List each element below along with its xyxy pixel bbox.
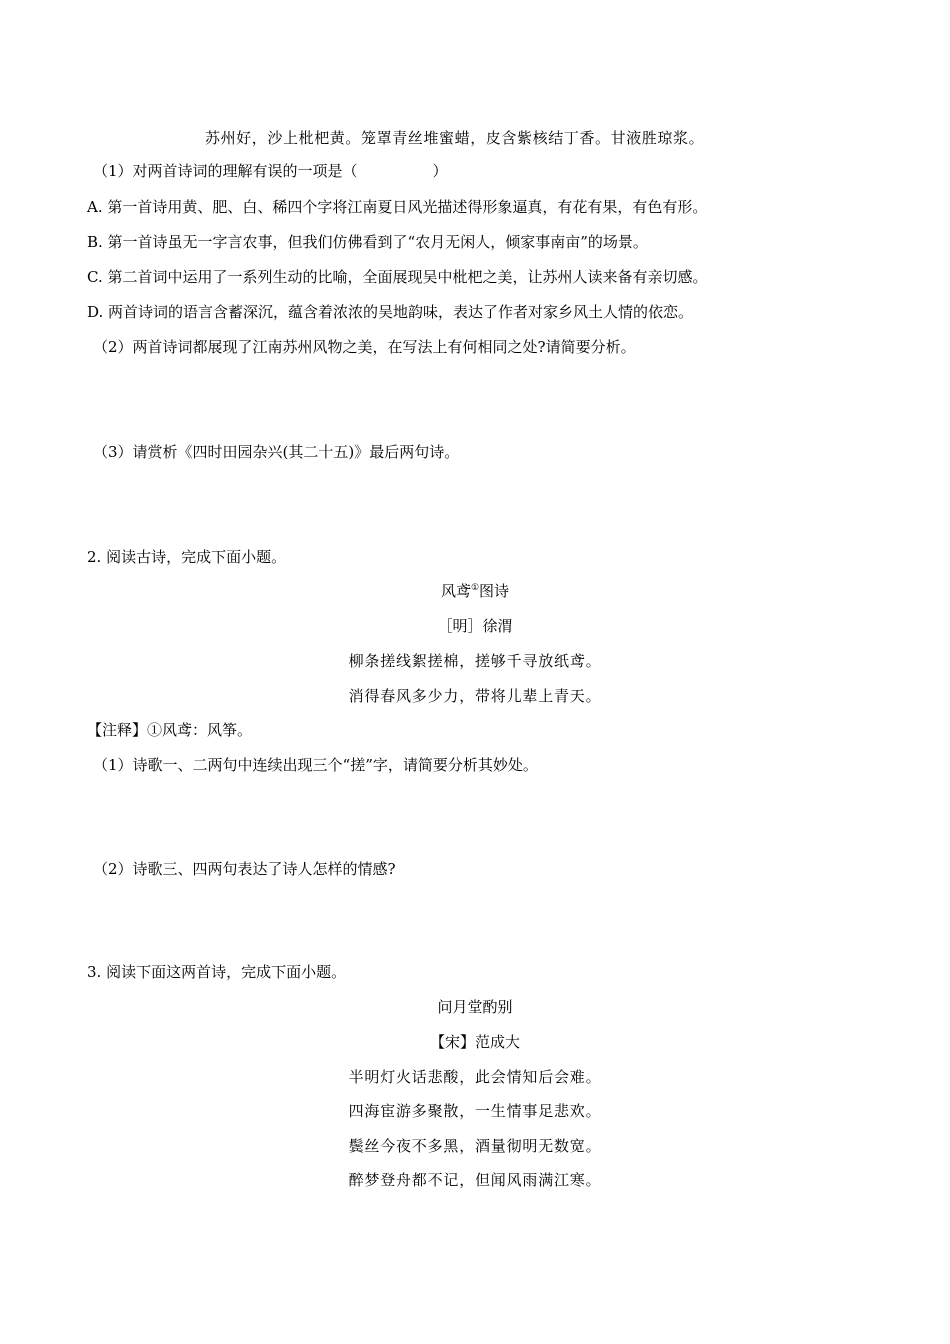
poem-2-footnote-mark: ① xyxy=(470,583,480,593)
question-2-2: （2）诗歌三、四两句表达了诗人怎样的情感? xyxy=(93,860,396,878)
poem-tail-line: 苏州好，沙上枇杷黄。笼罩青丝堆蜜蜡，皮含紫核结丁香。甘液胜琼浆。 xyxy=(205,129,705,147)
poem-2-author: ［明］徐渭 xyxy=(437,617,513,635)
option-b: B. 第一首诗虽无一字言农事，但我们仿佛看到了“农月无闲人，倾家事南亩”的场景。 xyxy=(87,233,648,251)
poem-3-line-2: 四海宦游多聚散，一生情事足悲欢。 xyxy=(348,1102,602,1120)
poem-2-line-1: 柳条搓线絮搓棉，搓够千寻放纸鸢。 xyxy=(348,652,602,670)
question-2-1: （1）诗歌一、二两句中连续出现三个“搓”字，请简要分析其妙处。 xyxy=(93,756,538,774)
poem-3-line-1: 半明灯火话悲酸，此会情知后会难。 xyxy=(348,1068,602,1086)
poem-3-author: 【宋】范成大 xyxy=(429,1033,520,1051)
section-3-heading: 3. 阅读下面这两首诗，完成下面小题。 xyxy=(87,963,347,981)
poem-2-note: 【注释】①风鸢：风筝。 xyxy=(87,721,253,739)
poem-2-title xyxy=(0,581,950,601)
poem-3-line-3: 鬓丝今夜不多黑，酒量彻明无数宽。 xyxy=(348,1137,602,1155)
question-1-3: （3）请赏析《四时田园杂兴(其二十五)》最后两句诗。 xyxy=(93,443,460,461)
question-1-1: （1）对两首诗词的理解有误的一项是（ ） xyxy=(93,162,448,180)
option-d: D. 两首诗词的语言含蓄深沉，蕴含着浓浓的吴地韵味，表达了作者对家乡风土人情的依恋。 xyxy=(87,303,694,321)
question-1-2: （2）两首诗词都展现了江南苏州风物之美，在写法上有何相同之处?请简要分析。 xyxy=(93,338,636,356)
poem-3-line-4: 醉梦登舟都不记，但闻风雨满江寒。 xyxy=(348,1171,602,1189)
poem-2-title-main: 风鸢 xyxy=(440,582,471,600)
section-2-heading: 2. 阅读古诗，完成下面小题。 xyxy=(87,548,287,566)
poem-2-title-rest: 图诗 xyxy=(479,582,510,600)
option-a: A. 第一首诗用黄、肥、白、稀四个字将江南夏日风光描述得形象逼真，有花有果，有色有形。 xyxy=(87,198,708,216)
option-c: C. 第二首词中运用了一系列生动的比喻，全面展现吴中枇杷之美，让苏州人读来备有亲切感。 xyxy=(87,268,708,286)
poem-2-line-2: 消得春风多少力，带将儿辈上青天。 xyxy=(348,687,602,705)
poem-3-title: 问月堂酌别 xyxy=(437,998,513,1016)
